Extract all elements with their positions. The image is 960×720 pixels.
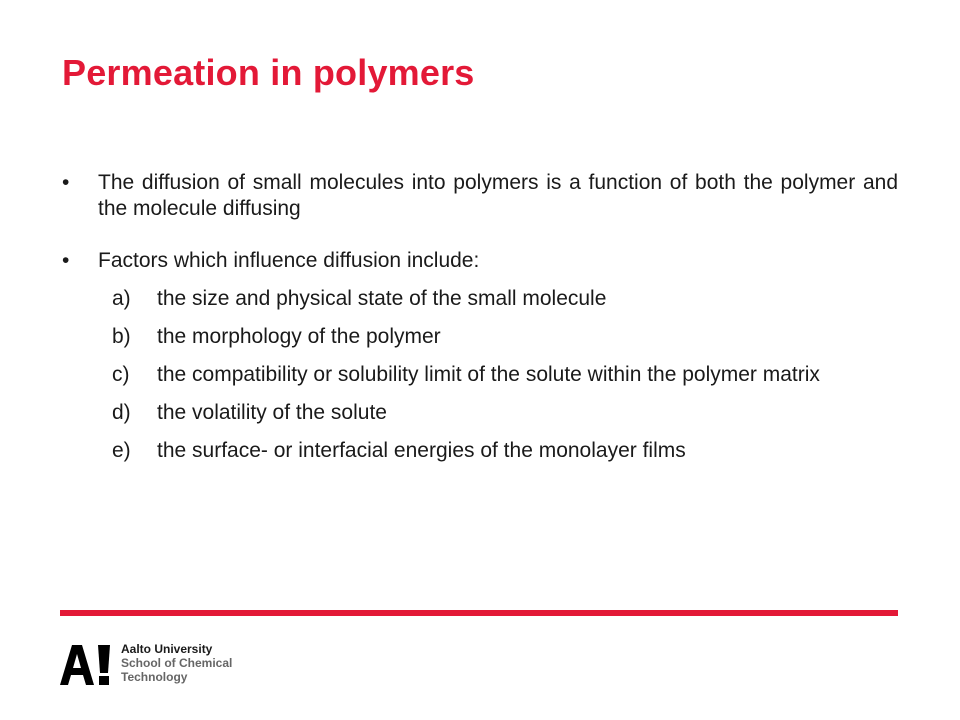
- bullet-marker: •: [62, 249, 70, 272]
- factor-text: the volatility of the solute: [157, 401, 387, 424]
- factor-marker: b): [112, 325, 131, 348]
- factor-item: [62, 324, 898, 350]
- slide-title: Permeation in polymers: [62, 52, 475, 93]
- logo-university: Aalto University: [121, 642, 213, 656]
- factor-text: the compatibility or solubility limit of the solute within the polymer matrix: [157, 363, 820, 386]
- factor-text: the morphology of the polymer: [157, 325, 441, 348]
- bullet-item: [62, 170, 898, 222]
- factor-marker: c): [112, 363, 130, 386]
- factor-item: [62, 362, 898, 388]
- slide-content: [62, 170, 898, 476]
- bullet-marker: •: [62, 171, 70, 194]
- logo-school-line1: School of Chemical: [121, 656, 233, 670]
- factor-item: [62, 400, 898, 426]
- bullet-text: Factors which influence diffusion include:: [98, 249, 480, 272]
- aalto-logo-icon: [60, 645, 112, 685]
- factor-item: [62, 438, 898, 464]
- factor-list: [62, 286, 898, 464]
- factor-marker: d): [112, 401, 131, 424]
- factor-text: the size and physical state of the small molecule: [157, 287, 607, 310]
- factor-text: the surface- or interfacial energies of the monolayer films: [157, 439, 686, 462]
- factor-marker: a): [112, 287, 131, 310]
- footer-divider: [60, 610, 898, 616]
- factor-marker: e): [112, 439, 131, 462]
- logo-text: [121, 642, 232, 684]
- bullet-text: The diffusion of small molecules into polymers is a function of both the polymer and the molecule diffusing: [98, 171, 898, 220]
- bullet-item: [62, 248, 898, 274]
- factor-item: [62, 286, 898, 312]
- logo-school-line2: Technology: [121, 670, 188, 684]
